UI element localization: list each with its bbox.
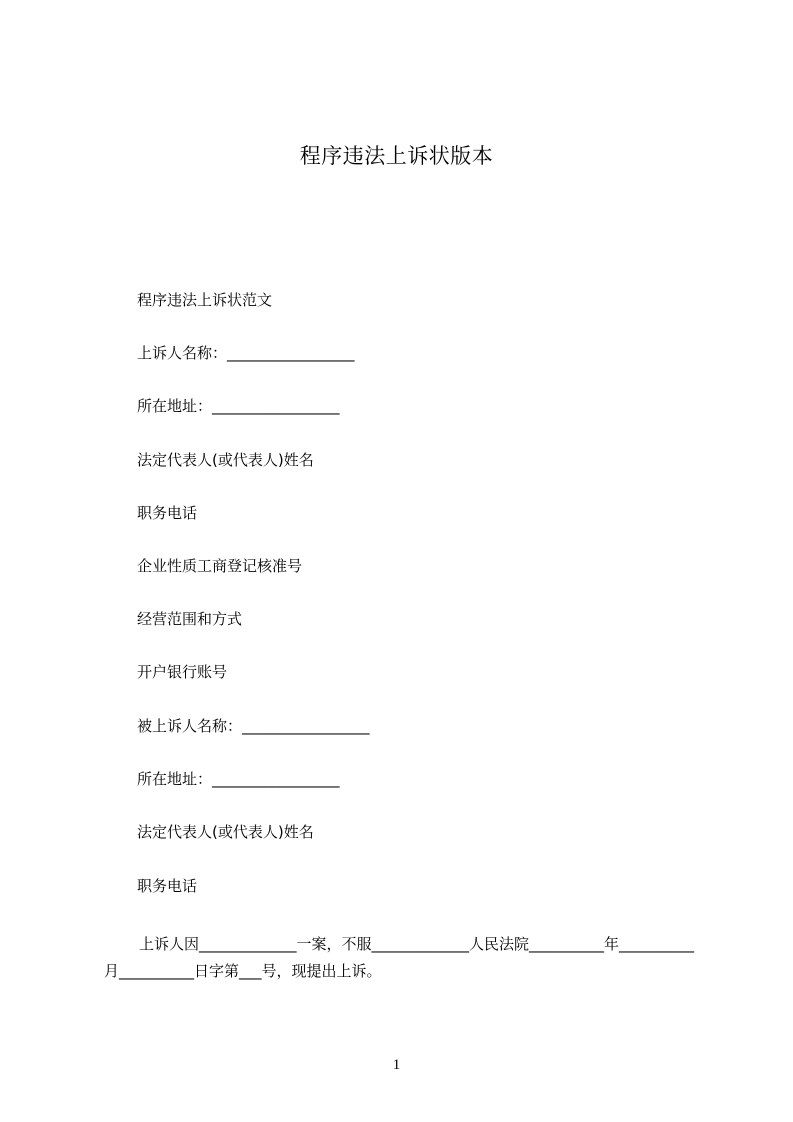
line-enterprise-registration: 企业性质工商登记核准号 [137,557,303,575]
line-appellee-representative: 法定代表人(或代表人)姓名 [137,823,314,841]
appeal-statement-paragraph: 上诉人因_____________一案，不服_____________人民法院__________年__________月__________日字第___号，现提出上诉。 [104,935,695,980]
line-business-scope: 经营范围和方式 [137,610,243,628]
line-bank-account: 开户银行账号 [137,663,228,681]
line-template-heading: 程序违法上诉状范文 [137,291,273,309]
line-appellee-address: 所在地址：_________________ [137,770,340,788]
line-appellant-address: 所在地址：_________________ [137,397,340,415]
line-appellant-representative: 法定代表人(或代表人)姓名 [137,451,314,469]
page-number: 1 [392,1057,401,1073]
line-appellee-name: 被上诉人名称：_________________ [137,717,370,735]
document-title: 程序违法上诉状版本 [299,144,494,168]
line-appellant-position-phone: 职务电话 [137,504,198,522]
line-appellee-position-phone: 职务电话 [137,877,198,895]
line-appellant-name: 上诉人名称：_________________ [137,344,355,362]
